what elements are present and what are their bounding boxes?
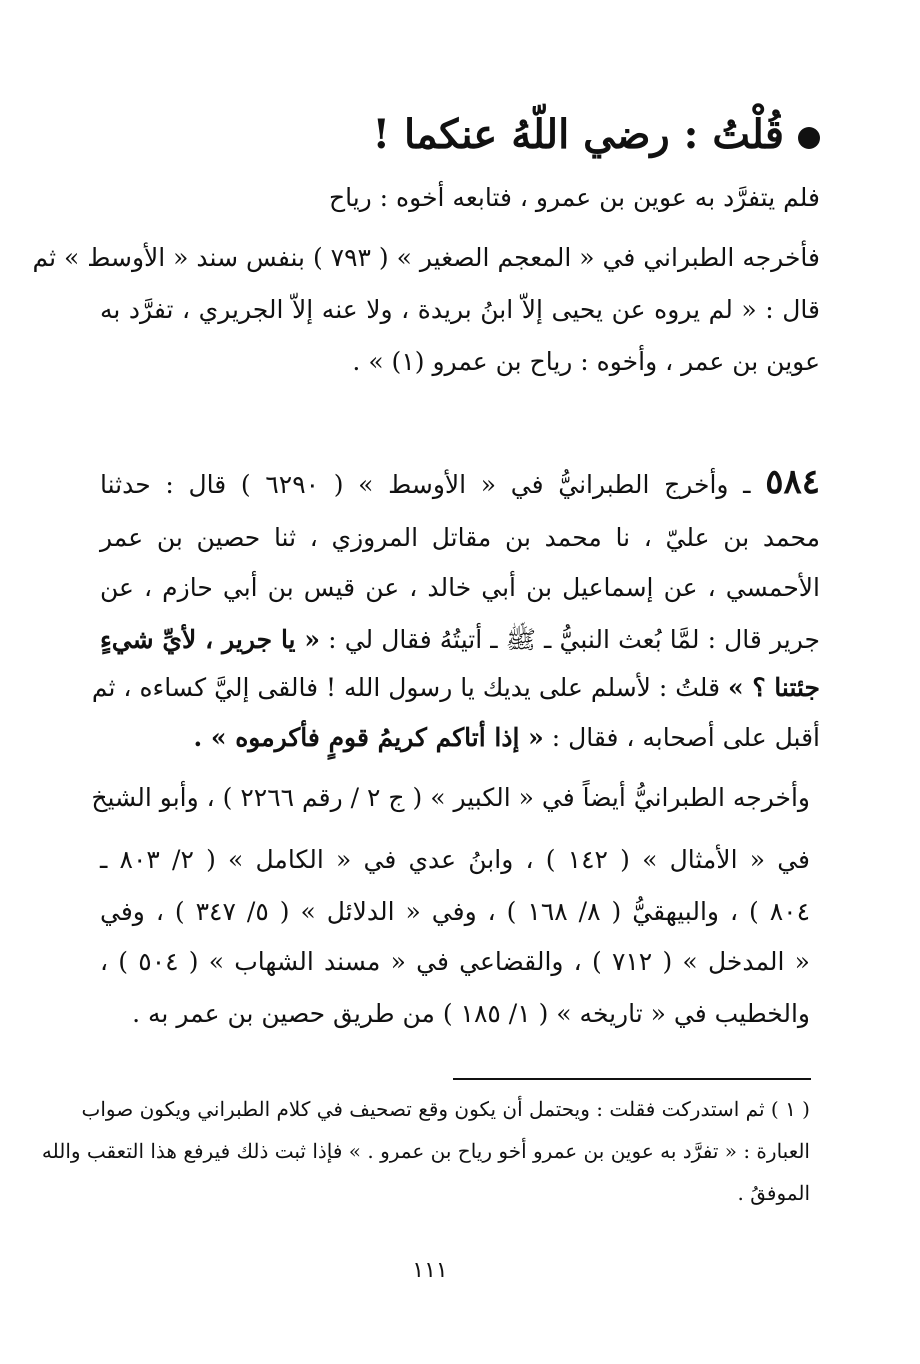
hadith-line-5-bold: جئتنا ؟ » [727,673,820,702]
hadith-line-4-plain: جرير قال : لمَّا بُعث النبيُّ ـ ﷺ ـ أتيتُهُ فقال لي : [320,625,820,654]
page-number: ١١١ [412,1258,448,1283]
takhrij-line-4: « المدخل » ( ٧١٢ ) ، والقضاعي في « مسند الشهاب » ( ٥٠٤ ) ، [100,947,810,976]
takhrij-line-2: في « الأمثال » ( ١٤٢ ) ، وابنُ عدي في « الكامل » ( ٢/ ٨٠٣ ـ [100,845,810,874]
takhrij-line-1: وأخرجه الطبرانيُّ أيضاً في « الكبير » ( ج ٢ / رقم ٢٢٦٦ ) ، وأبو الشيخ [91,783,810,812]
hadith-line-1-text: وأخرج الطبرانيُّ في « الأوسط » ( ٦٢٩٠ ) قال : حدثنا [100,470,729,499]
hadith-line-4-bold: « يا جرير ، لأيِّ شيءٍ [100,625,321,654]
hadith-line-1 [100,462,820,506]
hadith-line-2: محمد بن عليّ ، نا محمد بن مقاتل المروزي ، ثنا حصين بن عمر [100,523,820,552]
hadith-line-5-plain: قلتُ : لأسلم على يديك يا رسول الله ! فالقى إليَّ كساءه ، ثم [91,673,728,702]
hadith-number: ٥٨٤ [765,462,820,502]
hadith-dash: ـ [743,470,751,499]
paragraph-2-line-1: فأخرجه الطبراني في « المعجم الصغير » ( ٧٩٣ ) بنفس سند « الأوسط » ثم [32,243,820,272]
hadith-line-6-plain: أقبل على أصحابه ، فقال : [543,723,820,752]
hadith-line-6-bold: « إذا أتاكم كريمُ قومٍ فأكرموه » . [193,723,544,752]
footnote-separator [453,1078,811,1080]
hadith-line-6 [100,718,820,762]
paragraph-2-line-3: عوين بن عمر ، وأخوه : رياح بن عمرو (١) » . [352,347,820,376]
hadith-line-4 [100,620,820,664]
footnote-line-2: العبارة : « تفرَّد به عوين بن عمرو أخو رياح بن عمرو . » فإذا ثبت ذلك فيرفع هذا التعقب والله [41,1139,810,1163]
paragraph-2-line-2: قال : « لم يروه عن يحيى إلاّ ابنُ بريدة ، ولا عنه إلاّ الجريري ، تفرَّد به [100,295,820,324]
takhrij-line-5: والخطيب في « تاريخه » ( ١/ ١٨٥ ) من طريق حصين بن عمر به . [132,999,810,1028]
paragraph-1-line-1: فلم يتفرَّد به عوين بن عمرو ، فتابعه أخوه : رياح [328,183,820,212]
footnote-line-1: ( ١ ) ثم استدركت فقلت : ويحتمل أن يكون وقع تصحيف في كلام الطبراني ويكون صواب [81,1097,810,1121]
hadith-line-3: الأحمسي ، عن إسماعيل بن أبي خالد ، عن قيس بن أبي حازم ، عن [100,573,820,602]
heading-text: قُلْتُ : رضي اللّهُ عنكما ! [372,111,784,158]
hadith-line-5 [91,668,820,712]
footnote-line-3: الموفقُ . [737,1181,810,1205]
takhrij-line-3: ٨٠٤ ) ، والبيهقيُّ ( ٨/ ١٦٨ ) ، وفي « الدلائل » ( ٥/ ٣٤٧ ) ، وفي [100,897,811,926]
section-heading [372,100,820,170]
bullet-icon [798,127,820,149]
